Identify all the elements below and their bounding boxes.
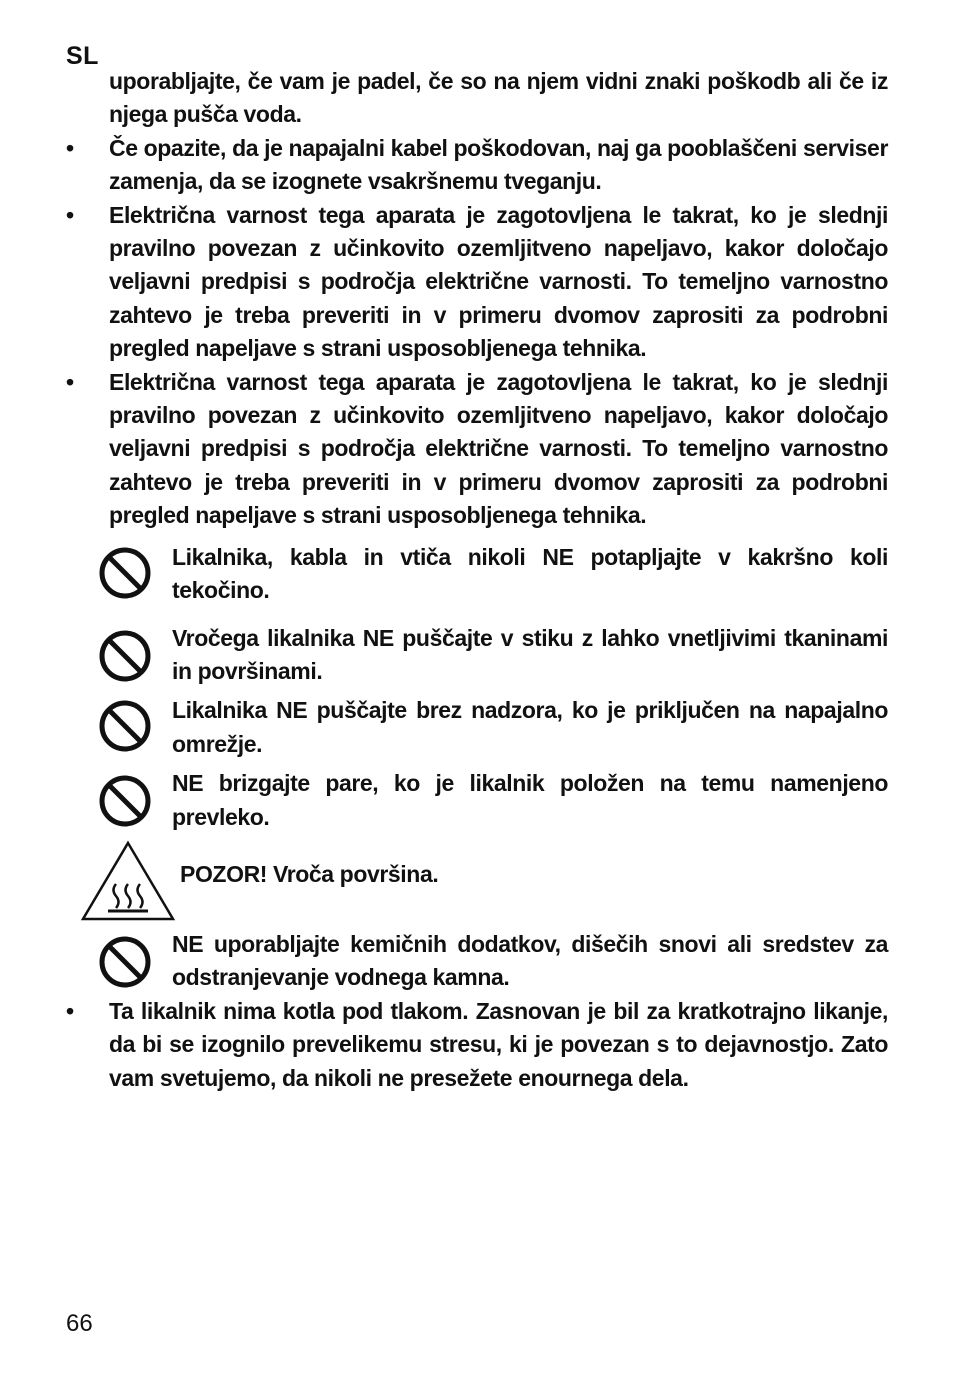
bullet-item [66, 132, 888, 199]
warning-text: NE uporabljajte kemičnih dodatkov, dišečih snovi ali sredstev za odstranjevanje vodnega kamna. [172, 930, 888, 991]
warning-item [66, 928, 888, 995]
warning-item [66, 541, 888, 608]
warning-text: Vročega likalnika NE puščajte v stiku z lahko vnetljivimi tkaninami in površinami. [172, 624, 888, 684]
prohibition-icon [97, 698, 153, 754]
warning-item [66, 622, 888, 689]
bullet-item [66, 995, 888, 1095]
bullet-item [66, 199, 888, 366]
prohibition-icon [97, 773, 153, 829]
prohibition-icon [97, 628, 153, 684]
intro-paragraph: uporabljajte, če vam je padel, če so na njem vidni znaki poškodb ali če iz njega pušča voda. [109, 68, 888, 128]
bullet-text: Ta likalnik nima kotla pod tlakom. Zasnovan je bil za kratkotrajno likanje, da bi se izognilo prevelikemu stresu, ki je povezan s to dejavnostjo. Zato vam svetujemo, da nikoli ne presežete enournega dela. [109, 997, 888, 1091]
warning-text: Likalnika, kabla in vtiča nikoli NE potapljajte v kakršno koli tekočino. [172, 543, 888, 604]
warning-item [66, 767, 888, 834]
bullet-item [66, 366, 888, 533]
bullet-dot: • [66, 368, 74, 395]
page-number: 66 [66, 1310, 93, 1337]
document-body [66, 65, 888, 1095]
prohibition-icon [97, 934, 153, 990]
language-code: SL [66, 42, 99, 70]
bullet-text: Električna varnost tega aparata je zagotovljena le takrat, ko je slednji pravilno povezan z učinkovito ozemljitveno napeljavo, kakor določajo veljavni predpisi s področja električne varnosti. To temeljno varnostno zahtevo je treba preveriti in v primeru dvomov zaprositi za podrobni pregled napeljave s strani usposobljenega tehnika. [109, 368, 888, 529]
prohibition-icon [97, 545, 153, 601]
caution-block [66, 840, 888, 924]
bullet-dot: • [66, 997, 74, 1024]
caution-text: POZOR! Vroča površina. [180, 860, 439, 887]
bullet-dot: • [66, 134, 74, 161]
warning-text: NE brizgajte pare, ko je likalnik položen na temu namenjeno prevleko. [172, 770, 888, 830]
bullet-text: Če opazite, da je napajalni kabel poškodovan, naj ga pooblaščeni serviser zamenja, da se izognete vsakršnemu tveganju. [109, 134, 888, 195]
hot-surface-warning-icon [80, 840, 176, 922]
bullet-dot: • [66, 201, 74, 228]
warning-item [66, 694, 888, 761]
warning-text: Likalnika NE puščajte brez nadzora, ko je priključen na napajalno omrežje. [172, 697, 888, 757]
bullet-text: Električna varnost tega aparata je zagotovljena le takrat, ko je slednji pravilno povezan z učinkovito ozemljitveno napeljavo, kakor določajo veljavni predpisi s področja električne varnosti. To temeljno varnostno zahtevo je treba preveriti in v primeru dvomov zaprositi za podrobni pregled napeljave s strani usposobljenega tehnika. [109, 201, 888, 362]
